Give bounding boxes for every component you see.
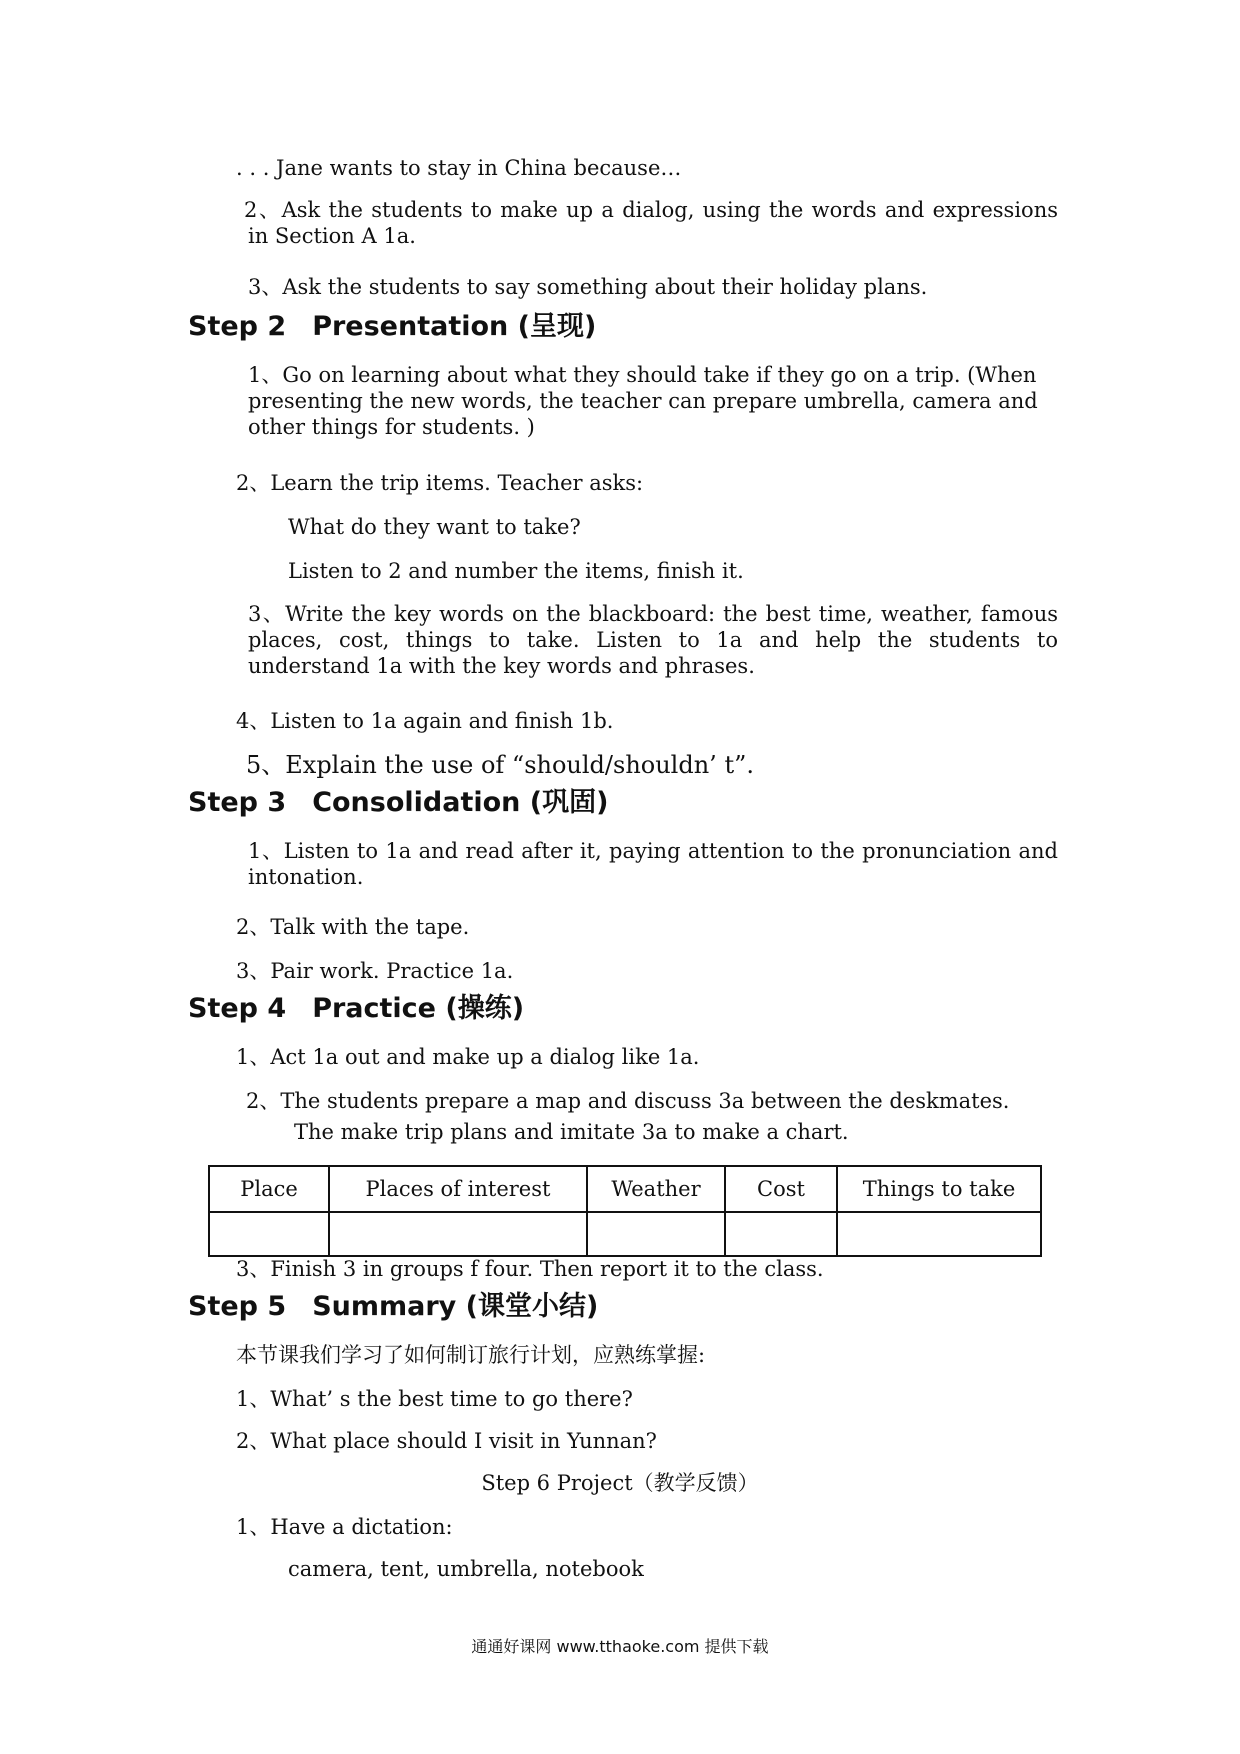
intro-line: . . . Jane wants to stay in China because…	[236, 156, 682, 180]
step2-item-4: 4、Listen to 1a again and finish 1b.	[236, 709, 614, 733]
step2-heading	[188, 310, 596, 344]
step3-item-3: 3、Pair work. Practice 1a.	[236, 959, 514, 983]
chart-cell	[209, 1212, 329, 1256]
step2-label: Step 2	[188, 311, 287, 342]
step2-item-2-listen: Listen to 2 and number the items, finish it.	[288, 559, 744, 583]
step5-title: Summary (课堂小结)	[312, 1291, 599, 1322]
chart-header-places-of-interest: Places of interest	[329, 1166, 587, 1212]
step2-item-3: 3、Write the key words on the blackboard: the best time, weather, famous places, cost, things to take. Listen to 1a and help the students to understand 1a with the key words and phrases.	[248, 602, 1058, 678]
chart-header-things-to-take: Things to take	[837, 1166, 1041, 1212]
step3-label: Step 3	[188, 787, 287, 818]
step3-title: Consolidation (巩固)	[312, 787, 609, 818]
chart-header-weather: Weather	[587, 1166, 725, 1212]
step4-item-3: 3、Finish 3 in groups f four. Then report it to the class.	[236, 1257, 824, 1281]
intro-item-2: 2、Ask the students to make up a dialog, using the words and expressions in Section A 1a.	[244, 198, 1058, 248]
chart-cell	[837, 1212, 1041, 1256]
chart-header-place: Place	[209, 1166, 329, 1212]
step6-item-1: 1、Have a dictation:	[236, 1515, 453, 1539]
step5-item-2: 2、What place should I visit in Yunnan?	[236, 1429, 657, 1453]
step4-title: Practice (操练)	[312, 993, 525, 1024]
intro-item-3: 3、Ask the students to say something about their holiday plans.	[248, 275, 928, 299]
step4-item-2-line1: 2、The students prepare a map and discuss 3a between the deskmates.	[246, 1089, 1010, 1113]
step3-item-2: 2、Talk with the tape.	[236, 915, 470, 939]
step5-label: Step 5	[188, 1291, 287, 1322]
chart-empty-row	[209, 1212, 1041, 1256]
step5-item-1: 1、What’ s the best time to go there?	[236, 1387, 633, 1411]
step5-intro: 本节课我们学习了如何制订旅行计划，应熟练掌握:	[236, 1343, 706, 1367]
step2-item-5: 5、Explain the use of “should/shouldn’ t”.	[246, 751, 754, 779]
step4-label: Step 4	[188, 993, 287, 1024]
step2-item-2: 2、Learn the trip items. Teacher asks:	[236, 471, 644, 495]
step2-item-2-question: What do they want to take?	[288, 515, 581, 539]
chart-header-cost: Cost	[725, 1166, 837, 1212]
chart-cell	[329, 1212, 587, 1256]
step2-item-1: 1、Go on learning about what they should take if they go on a trip. (When presenting the new words, the teacher can prepare umbrella, camera and other things for students. )	[248, 363, 1038, 439]
step4-item-1: 1、Act 1a out and make up a dialog like 1a.	[236, 1045, 700, 1069]
step2-title: Presentation (呈现)	[312, 311, 597, 342]
page-footer: 通通好课网 www.tthaoke.com 提供下载	[471, 1637, 769, 1656]
step4-heading	[188, 992, 524, 1026]
step5-heading	[188, 1290, 598, 1324]
step4-item-2-line2: The make trip plans and imitate 3a to make a chart.	[294, 1120, 849, 1144]
step6-title: Step 6 Project（教学反馈）	[481, 1471, 759, 1495]
step6-words: camera, tent, umbrella, notebook	[288, 1557, 644, 1581]
step3-item-1: 1、Listen to 1a and read after it, paying attention to the pronunciation and intonation.	[248, 839, 1058, 889]
chart-header-row	[209, 1166, 1041, 1212]
step3-heading	[188, 786, 608, 820]
chart-cell	[587, 1212, 725, 1256]
trip-plan-chart	[208, 1165, 1042, 1257]
chart-cell	[725, 1212, 837, 1256]
